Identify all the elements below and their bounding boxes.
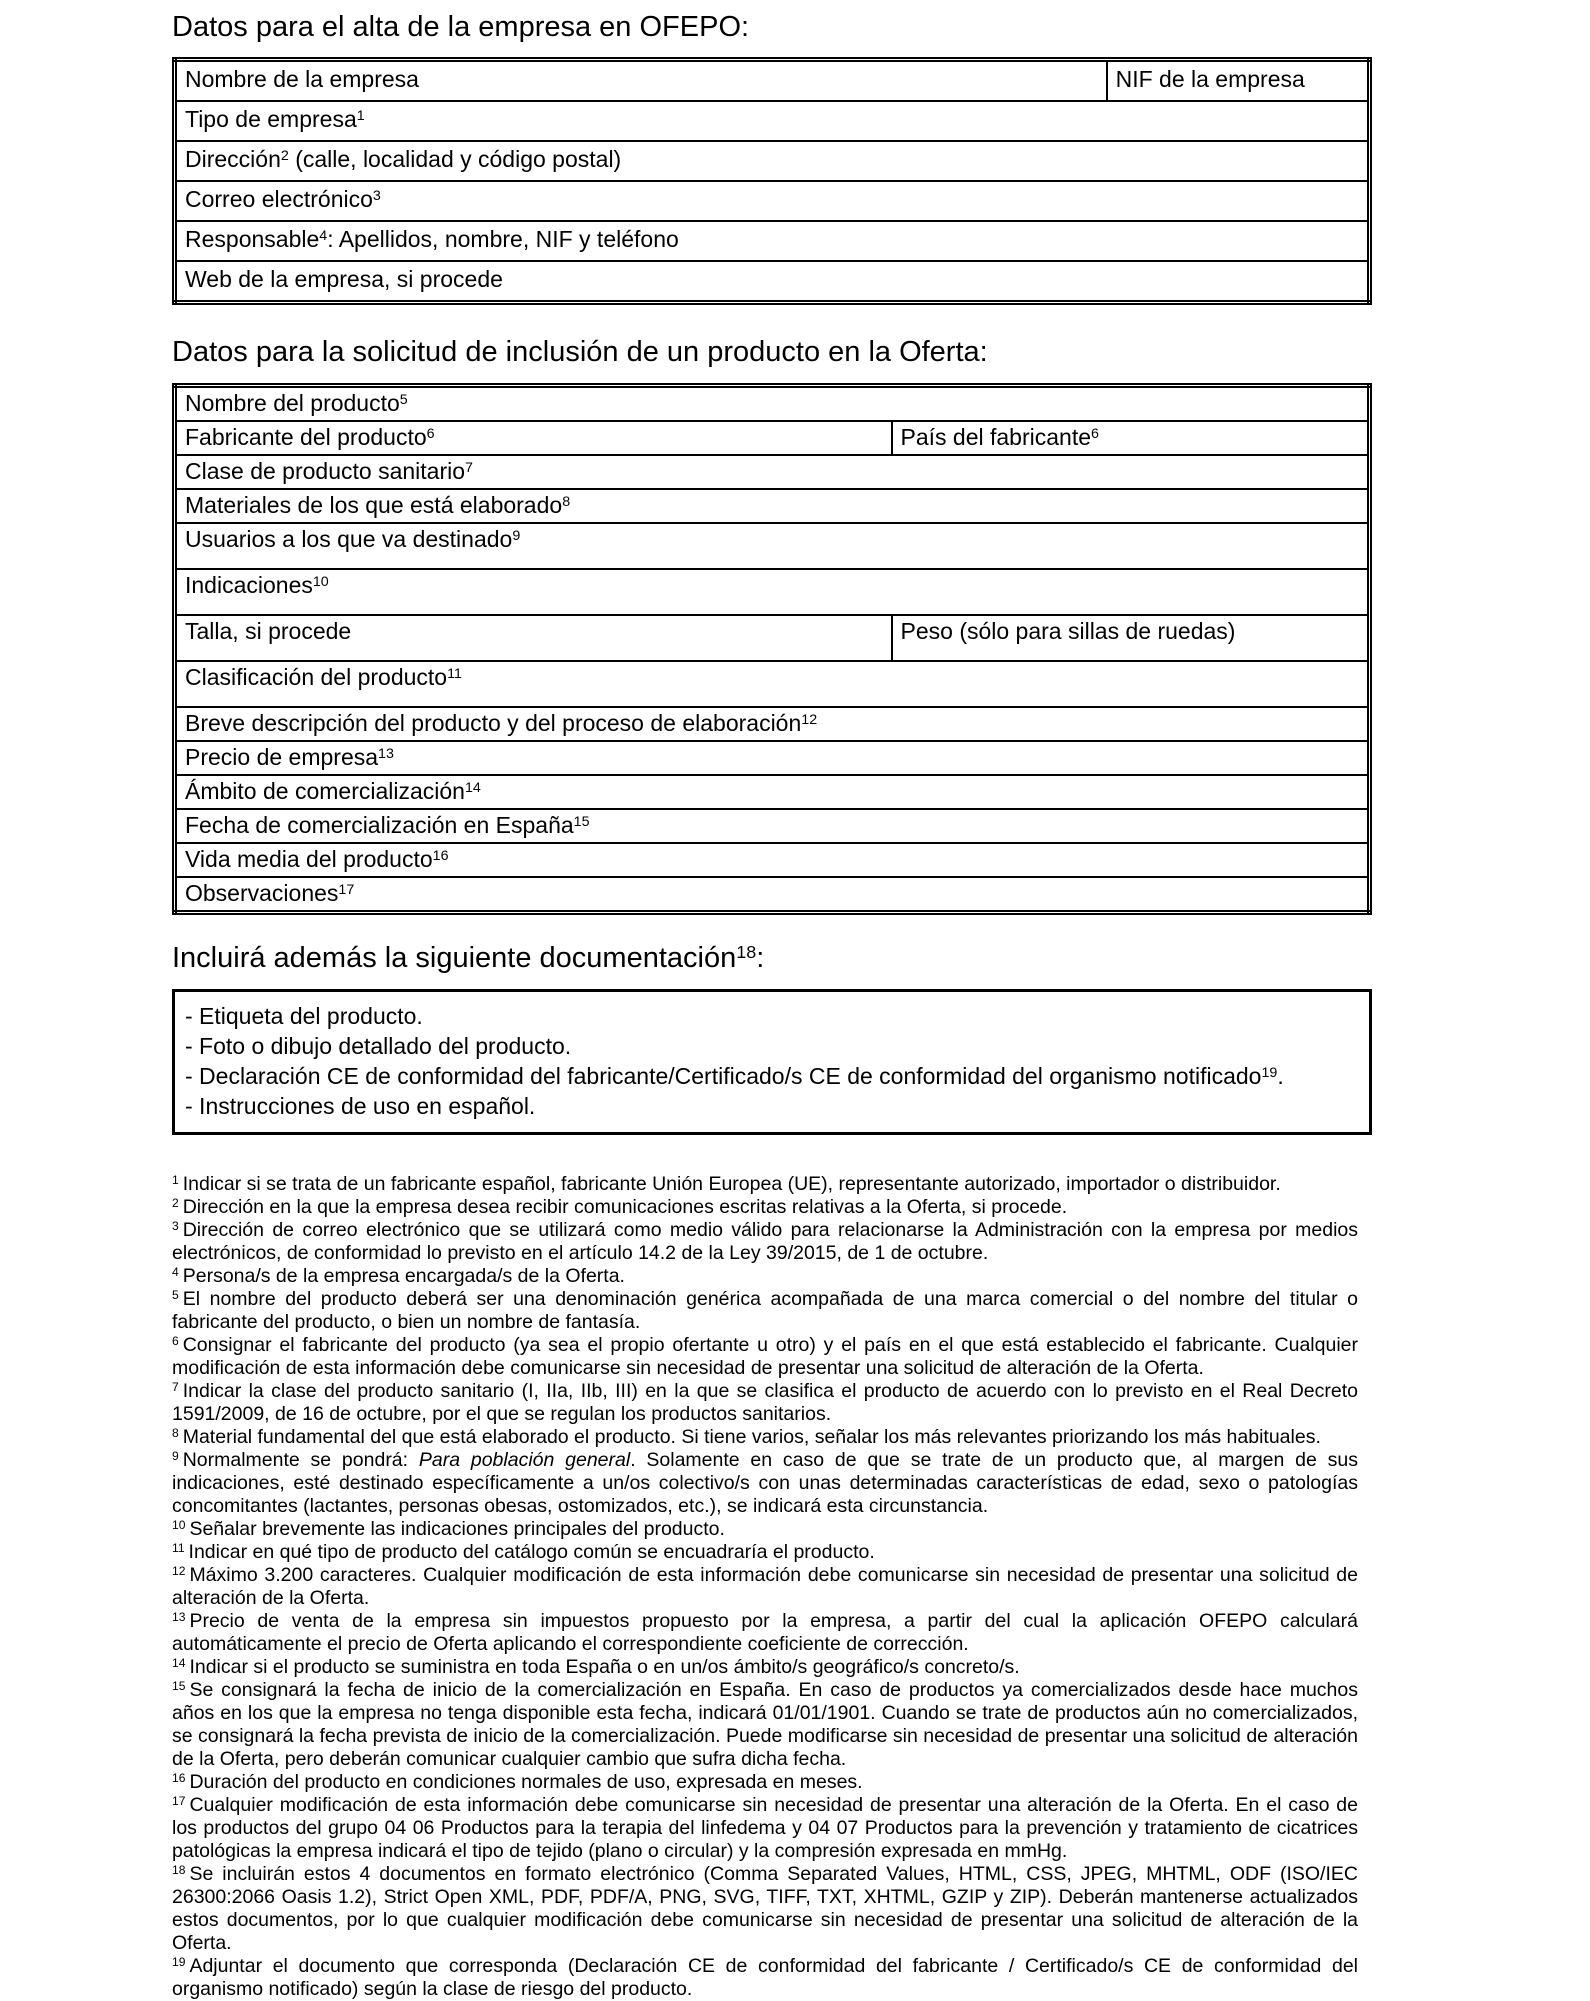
- footnote-ref: 8: [562, 494, 571, 511]
- footnote-marker: 18: [172, 1863, 186, 1878]
- field-label: Web de la empresa, si procede: [185, 266, 503, 292]
- documentation-section-title: [172, 941, 1425, 975]
- table-row: [175, 809, 1370, 843]
- table-row: [175, 843, 1370, 877]
- footnote-5: [172, 1288, 1358, 1334]
- field-label: Dirección: [185, 146, 281, 172]
- table-row: [175, 661, 1370, 707]
- footnote-ref: 2: [280, 148, 289, 165]
- footnote-13: [172, 1610, 1358, 1656]
- documentation-item: - Foto o dibujo detallado del producto.: [185, 1033, 572, 1059]
- field-label: Nombre de la empresa: [185, 66, 419, 92]
- footnote-14: [172, 1656, 1358, 1679]
- table-row: [175, 615, 1370, 661]
- field-company-address: [175, 141, 1370, 181]
- footnote-16: [172, 1771, 1358, 1794]
- footnote-text: Cualquier modificación de esta información debe comunicarse sin necesidad de presentar una alteración de la Oferta. En el caso de los productos del grupo 04 06 Productos para la terapia del linfedema y 04 07 Productos para la prevención y tratamiento de cicatrices patológicas la empresa indicará el tipo de tejido (plano o circular) y la compresión expresada en mmHg.: [172, 1794, 1358, 1862]
- footnote-17: [172, 1794, 1358, 1863]
- footnote-text: Dirección de correo electrónico que se utilizará como medio válido para relacionarse la Administración con la empresa por medios electrónicos, de conformidad lo previsto en el artículo 14.2 de la Ley 39/2015, de 1 de octubre.: [172, 1219, 1358, 1264]
- field-company-nif: [1107, 60, 1370, 102]
- field-product-description: [175, 707, 1370, 741]
- footnote-marker: 10: [172, 1518, 186, 1533]
- table-row: [175, 386, 1370, 422]
- footnote-18: [172, 1863, 1358, 1955]
- footnote-ref: 19: [1261, 1065, 1278, 1082]
- field-label: País del fabricante: [900, 424, 1092, 450]
- field-label: Ámbito de comercialización: [185, 778, 465, 804]
- footnote-text: Consignar el fabricante del producto (ya sea el propio ofertante u otro) y el país en el que está establecido el fabricante. Cualquier modificación de esta información debe comunicarse sin necesidad de presentar una solicitud de alteración de la Oferta.: [172, 1334, 1358, 1379]
- field-product-weight: [892, 615, 1370, 661]
- footnote-ref: 15: [573, 814, 590, 831]
- footnote-marker: 1: [172, 1173, 179, 1188]
- footnote-text: Indicar la clase del producto sanitario (I, IIa, IIb, III) en la que se clasifica el producto de acuerdo con lo previsto en el Real Decreto 1591/2009, de 16 de octubre, por el que se regulan los productos sanitarios.: [172, 1380, 1358, 1425]
- field-product-classification: [175, 661, 1370, 707]
- title-text: Incluirá además la siguiente documentación: [172, 942, 737, 974]
- field-product-name: [175, 386, 1370, 422]
- field-label: Materiales de los que está elaborado: [185, 492, 563, 518]
- footnote-text: Se consignará la fecha de inicio de la comercialización en España. En caso de productos ya comercializados desde hace muchos años en los que la empresa no tenga disponible esta fecha, indicará 01/01/1901. Cuando se trate de productos aún no comercializados, se consignará la fecha prevista de inicio de la comercialización. Puede modificarse sin necesidad de presentar una solicitud de alteración de la Oferta, pero deberán comunicar cualquier cambio que sufra dicha fecha.: [172, 1679, 1358, 1770]
- footnote-marker: 14: [172, 1656, 186, 1671]
- footnote-marker: 3: [172, 1219, 179, 1234]
- field-manufacturer-country: [892, 421, 1370, 455]
- field-label-suffix: : Apellidos, nombre, NIF y teléfono: [327, 226, 679, 252]
- field-product-lifespan: [175, 843, 1370, 877]
- footnotes-block: [172, 1173, 1358, 2001]
- field-label: Precio de empresa: [185, 744, 379, 770]
- footnote-ref: 6: [426, 426, 435, 443]
- footnote-text: Indicar en qué tipo de producto del catálogo común se encuadraría el producto.: [188, 1541, 875, 1563]
- field-label: Nombre del producto: [185, 390, 400, 416]
- footnote-ref: 18: [736, 942, 757, 963]
- footnote-marker: 6: [172, 1334, 179, 1349]
- table-row: [175, 775, 1370, 809]
- table-row: [175, 221, 1370, 261]
- footnote-ref: 6: [1091, 426, 1099, 443]
- documentation-item: [185, 1061, 1355, 1091]
- footnote-text: Normalmente se pondrá:: [182, 1449, 419, 1471]
- footnote-text: Indicar si se trata de un fabricante español, fabricante Unión Europea (UE), representante autorizado, importador o distribuidor.: [182, 1173, 1281, 1195]
- footnote-marker: 5: [172, 1288, 179, 1303]
- table-row: [175, 523, 1370, 569]
- footnote-marker: 4: [172, 1265, 179, 1280]
- field-label: Fecha de comercialización en España: [185, 812, 574, 838]
- table-row: [175, 455, 1370, 489]
- field-label: NIF de la empresa: [1115, 66, 1305, 92]
- field-label: Fabricante del producto: [185, 424, 427, 450]
- field-company-email: [175, 181, 1370, 221]
- table-row: [175, 569, 1370, 615]
- footnote-3: [172, 1219, 1358, 1265]
- footnote-marker: 16: [172, 1771, 186, 1786]
- field-label: Peso (sólo para sillas de ruedas): [900, 618, 1236, 644]
- footnote-marker: 7: [172, 1380, 179, 1395]
- table-row: [175, 877, 1370, 913]
- footnote-ref: 1: [356, 108, 365, 125]
- documentation-item: - Etiqueta del producto.: [185, 1003, 423, 1029]
- product-data-table: [172, 383, 1372, 915]
- field-product-materials: [175, 489, 1370, 523]
- field-product-users: [175, 523, 1370, 569]
- field-label: Clase de producto sanitario: [185, 458, 465, 484]
- footnote-ref: 10: [312, 574, 329, 591]
- footnote-7: [172, 1380, 1358, 1426]
- title-colon: :: [756, 942, 765, 974]
- table-row: [175, 141, 1370, 181]
- field-label: Talla, si procede: [185, 618, 352, 644]
- field-company-contact: [175, 221, 1370, 261]
- footnote-text: Adjuntar el documento que corresponda (Declaración CE de conformidad del fabricante / Certificado/s CE de conformidad del organismo notificado) según la clase de riesgo del producto.: [172, 1955, 1358, 2000]
- footnote-text: Se incluirán estos 4 documentos en formato electrónico (Comma Separated Values, HTML, CSS, JPEG, MHTML, ODF (ISO/IEC 26300:2066 Oasis 1.2), Strict Open XML, PDF, PDF/A, PNG, SVG, TIFF, TXT, XHTML, GZIP y ZIP). Deberán mantenerse actualizados estos documentos, por lo que cualquier modificación debe comunicarse sin necesidad de presentar una solicitud de alteración de la Oferta.: [172, 1863, 1358, 1954]
- footnote-ref: 14: [464, 780, 481, 797]
- footnote-text: Máximo 3.200 caracteres. Cualquier modificación de esta información debe comunicarse sin necesidad de presentar una solicitud de alteración de la Oferta.: [172, 1564, 1358, 1609]
- footnote-8: [172, 1426, 1358, 1449]
- footnote-2: [172, 1196, 1358, 1219]
- footnote-marker: 12: [172, 1564, 186, 1579]
- field-label-suffix: (calle, localidad y código postal): [288, 146, 622, 172]
- table-row: [175, 261, 1370, 303]
- field-label: Clasificación del producto: [185, 664, 448, 690]
- footnote-4: [172, 1265, 1358, 1288]
- footnote-10: [172, 1518, 1358, 1541]
- footnote-6: [172, 1334, 1358, 1380]
- field-label: Tipo de empresa: [185, 106, 357, 132]
- table-row: [175, 707, 1370, 741]
- footnote-15: [172, 1679, 1358, 1771]
- footnote-12: [172, 1564, 1358, 1610]
- footnote-marker: 15: [172, 1679, 186, 1694]
- documentation-item: - Instrucciones de uso en español.: [185, 1093, 536, 1119]
- field-product-size: [175, 615, 892, 661]
- field-product-price: [175, 741, 1370, 775]
- field-label: Responsable: [185, 226, 320, 252]
- field-label: Observaciones: [185, 880, 339, 906]
- footnote-ref: 9: [512, 528, 521, 545]
- footnote-9: [172, 1449, 1358, 1518]
- footnote-text: Señalar brevemente las indicaciones principales del producto.: [189, 1518, 725, 1540]
- table-row: [175, 421, 1370, 455]
- footnote-text: Precio de venta de la empresa sin impuestos propuesto por la empresa, a partir del cual la aplicación OFEPO calculará automáticamente el precio de Oferta aplicando el correspondiente coeficiente de corrección.: [172, 1610, 1358, 1655]
- field-label: Indicaciones: [185, 572, 313, 598]
- company-section-title: Datos para el alta de la empresa en OFEPO:: [172, 11, 750, 43]
- footnote-marker: 13: [172, 1610, 186, 1625]
- footnote-text: El nombre del producto deberá ser una denominación genérica acompañada de una marca comercial o del nombre del titular o fabricante del producto, o bien un nombre de fantasía.: [172, 1288, 1358, 1333]
- footnote-19: [172, 1955, 1358, 2001]
- footnote-text-italic: Para población general: [418, 1449, 631, 1471]
- footnote-text: . Solamente en caso de que se trate de un producto que, al margen de sus indicaciones, esté destinado específicamente a un/os colectivo/s con unas determinadas características de edad, sexo o patologías concomitantes (lactantes, personas obesas, ostomizados, etc.), se indicará esta circunstancia.: [172, 1449, 1358, 1517]
- field-label: Vida media del producto: [185, 846, 433, 872]
- footnote-ref: 11: [447, 666, 462, 683]
- field-label: Correo electrónico: [185, 186, 373, 212]
- footnote-marker: 9: [172, 1449, 179, 1464]
- field-product-launch-date: [175, 809, 1370, 843]
- field-label: Breve descripción del producto y del proceso de elaboración: [185, 710, 802, 736]
- footnote-ref: 7: [465, 460, 473, 477]
- field-company-type: [175, 101, 1370, 141]
- footnote-text: Indicar si el producto se suministra en toda España o en un/os ámbito/s geográfico/s concreto/s.: [189, 1656, 1020, 1678]
- table-row: [175, 741, 1370, 775]
- documentation-list-box: [172, 989, 1372, 1135]
- footnote-ref: 17: [338, 882, 355, 899]
- footnote-ref: 16: [432, 848, 449, 865]
- footnote-text: Material fundamental del que está elaborado el producto. Si tiene varios, señalar los más relevantes priorizando los más habituales.: [182, 1426, 1321, 1448]
- footnote-marker: 17: [172, 1794, 186, 1809]
- footnote-ref: 4: [319, 228, 328, 245]
- footnote-11: [172, 1541, 1358, 1564]
- field-product-indications: [175, 569, 1370, 615]
- field-product-class: [175, 455, 1370, 489]
- field-product-remarks: [175, 877, 1370, 913]
- footnote-ref: 5: [399, 392, 408, 409]
- field-product-scope: [175, 775, 1370, 809]
- table-row: [175, 101, 1370, 141]
- footnote-ref: 12: [801, 712, 818, 729]
- field-product-manufacturer: [175, 421, 892, 455]
- footnote-marker: 8: [172, 1426, 179, 1441]
- footnote-text: Dirección en la que la empresa desea recibir comunicaciones escritas relativas a la Oferta, si procede.: [182, 1196, 1068, 1218]
- field-label: Usuarios a los que va destinado: [185, 526, 513, 552]
- field-company-web: [175, 261, 1370, 303]
- table-row: [175, 489, 1370, 523]
- footnote-ref: 13: [378, 746, 394, 763]
- footnote-marker: 2: [172, 1196, 179, 1211]
- footnote-marker: 11: [172, 1541, 185, 1556]
- documentation-item-end: .: [1277, 1063, 1284, 1089]
- table-row: [175, 60, 1370, 102]
- footnote-ref: 3: [372, 188, 381, 205]
- table-row: [175, 181, 1370, 221]
- footnote-text: Persona/s de la empresa encargada/s de la Oferta.: [182, 1265, 625, 1287]
- footnote-text: Duración del producto en condiciones normales de uso, expresada en meses.: [189, 1771, 863, 1793]
- footnote-marker: 19: [172, 1955, 186, 1970]
- documentation-item-text: - Declaración CE de conformidad del fabricante/Certificado/s CE de conformidad del organismo notificado: [185, 1063, 1262, 1089]
- field-company-name: [175, 60, 1107, 102]
- product-section-title: Datos para la solicitud de inclusión de un producto en la Oferta:: [172, 336, 988, 368]
- company-data-table: [172, 57, 1372, 305]
- footnote-1: [172, 1173, 1358, 1196]
